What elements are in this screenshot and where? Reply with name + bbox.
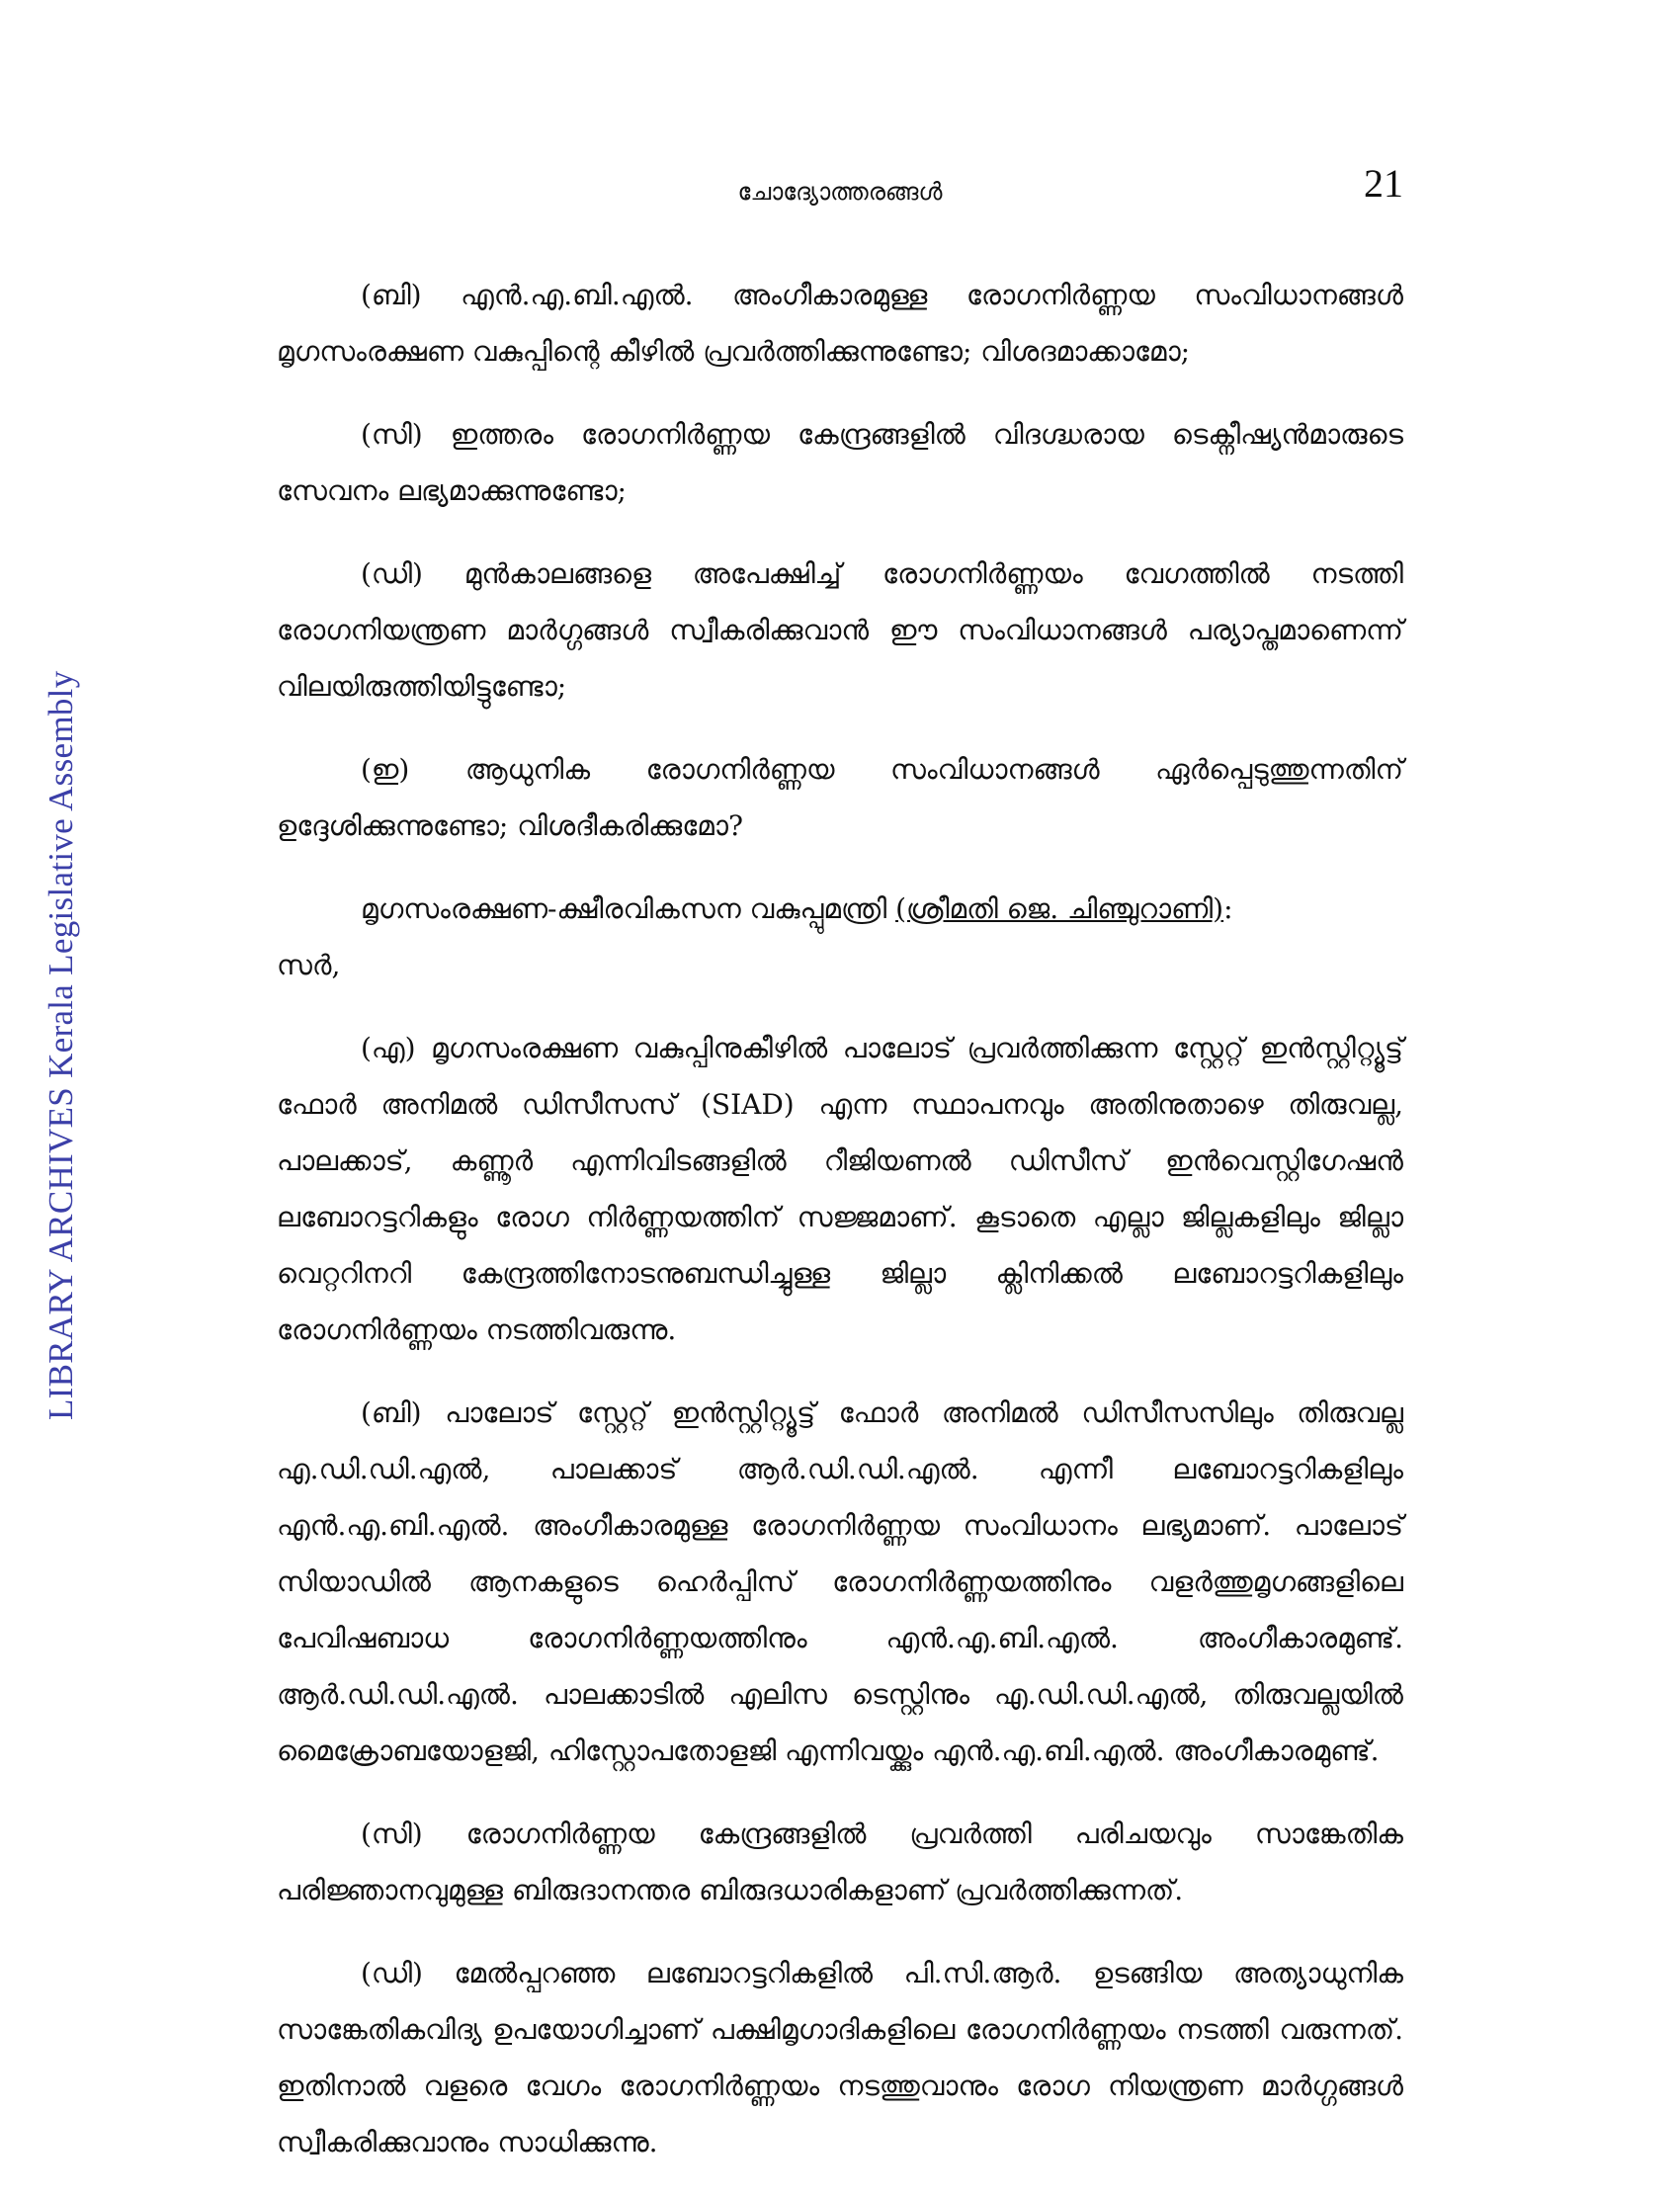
- page-number: 21: [1364, 161, 1403, 206]
- salutation: സർ,: [277, 949, 341, 981]
- minister-name: (ശ്രീമതി ജെ. ചിഞ്ചുറാണി): [895, 892, 1224, 925]
- header-title: ചോദ്യോത്തരങ്ങൾ: [737, 178, 943, 206]
- minister-title: മൃഗസംരക്ഷണ-ക്ഷീരവികസന വകുപ്പുമന്ത്രി: [361, 892, 887, 925]
- question-e: (ഇ) ആധുനിക രോഗനിർണ്ണയ സംവിധാനങ്ങൾ ഏർപ്പെടുത്തുന്നതിന് ഉദ്ദേശിക്കുന്നുണ്ടോ; വിശദീകരിക്കുമോ?: [277, 753, 1403, 842]
- question-d: (ഡി) മുൻകാലങ്ങളെ അപേക്ഷിച്ച് രോഗനിർണ്ണയം വേഗത്തിൽ നടത്തി രോഗനിയന്ത്രണ മാർഗ്ഗങ്ങൾ സ്വീകരിക്കുവാൻ ഈ സംവിധാനങ്ങൾ പര്യാപ്തമാണെന്ന് വിലയിരുത്തിയിട്ടുണ്ടോ;: [277, 557, 1403, 703]
- minister-colon: :: [1223, 892, 1233, 925]
- question-c: (സി) ഇത്തരം രോഗനിർണ്ണയ കേന്ദ്രങ്ങളിൽ വിദഗ്ദ്ധരായ ടെക്നീഷ്യൻമാരുടെ സേവനം ലഭ്യമാക്കുന്നുണ്ടോ;: [277, 418, 1403, 507]
- answer-d: (ഡി) മേൽപ്പറഞ്ഞ ലബോറട്ടറികളിൽ പി.സി.ആർ. ഉടങ്ങിയ അത്യാധുനിക സാങ്കേതികവിദ്യ ഉപയോഗിച്ചാണ് പക്ഷിമൃഗാദികളിലെ രോഗനിർണ്ണയം നടത്തി വരുന്നത്. ഇതിനാൽ വളരെ വേഗം രോഗനിർണ്ണയം നടത്തുവാനും രോഗ നിയന്ത്രണ മാർഗ്ഗങ്ങൾ സ്വീകരിക്കുവാനും സാധിക്കുന്നു.: [277, 1957, 1403, 2158]
- archive-watermark: LIBRARY ARCHIVES Kerala Legislative Assembly: [42, 670, 80, 1420]
- answer-b: (ബി) പാലോട് സ്റ്റേറ്റ് ഇൻസ്റ്റിറ്റ്യൂട്ട് ഫോർ അനിമൽ ഡിസീസസിലും തിരുവല്ല എ.ഡി.ഡി.എൽ, പാലക്കാട് ആർ.ഡി.ഡി.എൽ. എന്നീ ലബോറട്ടറികളിലും എൻ.എ.ബി.എൽ. അംഗീകാരമുള്ള രോഗനിർണ്ണയ സംവിധാനം ലഭ്യമാണ്. പാലോട് സിയാഡിൽ ആനകളുടെ ഹെർപ്പിസ് രോഗനിർണ്ണയത്തിനും വളർത്തുമൃഗങ്ങളിലെ പേവിഷബാധ രോഗനിർണ്ണയത്തിനും എൻ.എ.ബി.എൽ. അംഗീകാരമുണ്ട്. ആർ.ഡി.ഡി.എൽ. പാലക്കാടിൽ എലിസ ടെസ്റ്റിനും എ.ഡി.ഡി.എൽ, തിരുവല്ലയിൽ മൈക്രോബയോളജി, ഹിസ്റ്റോപതോളജി എന്നിവയ്ക്കും എൻ.എ.ബി.എൽ. അംഗീകാരമുണ്ട്.: [277, 1396, 1403, 1767]
- answer-c: (സി) രോഗനിർണ്ണയ കേന്ദ്രങ്ങളിൽ പ്രവർത്തി പരിചയവും സാങ്കേതിക പരിജ്ഞാനവുമുള്ള ബിരുദാനന്തര ബിരുദധാരികളാണ് പ്രവർത്തിക്കുന്നത്.: [277, 1817, 1403, 1906]
- answer-a: (എ) മൃഗസംരക്ഷണ വകുപ്പിനുകീഴിൽ പാലോട് പ്രവർത്തിക്കുന്ന സ്റ്റേറ്റ് ഇൻസ്റ്റിറ്റ്യൂട്ട് ഫോർ അനിമൽ ഡിസീസസ് (SIAD) എന്ന സ്ഥാപനവും അതിനുതാഴെ തിരുവല്ല, പാലക്കാട്, കണ്ണൂർ എന്നിവിടങ്ങളിൽ റീജിയണൽ ഡിസീസ് ഇൻവെസ്റ്റിഗേഷൻ ലബോറട്ടറികളും രോഗ നിർണ്ണയത്തിന് സജ്ജമാണ്. കൂടാതെ എല്ലാ ജില്ലകളിലും ജില്ലാ വെറ്ററിനറി കേന്ദ്രത്തിനോടനുബന്ധിച്ചുള്ള ജില്ലാ ക്ലിനിക്കൽ ലബോറട്ടറികളിലും രോഗനിർണ്ണയം നടത്തിവരുന്നു.: [277, 1032, 1403, 1346]
- page-header: [277, 160, 1403, 219]
- document-body: [277, 267, 1403, 2197]
- question-b: (ബി) എൻ.എ.ബി.എൽ. അംഗീകാരമുള്ള രോഗനിർണ്ണയ സംവിധാനങ്ങൾ മൃഗസംരക്ഷണ വകുപ്പിന്റെ കീഴിൽ പ്രവർത്തിക്കുന്നുണ്ടോ; വിശദമാക്കാമോ;: [277, 279, 1403, 368]
- minister-reply-heading: [277, 881, 1403, 993]
